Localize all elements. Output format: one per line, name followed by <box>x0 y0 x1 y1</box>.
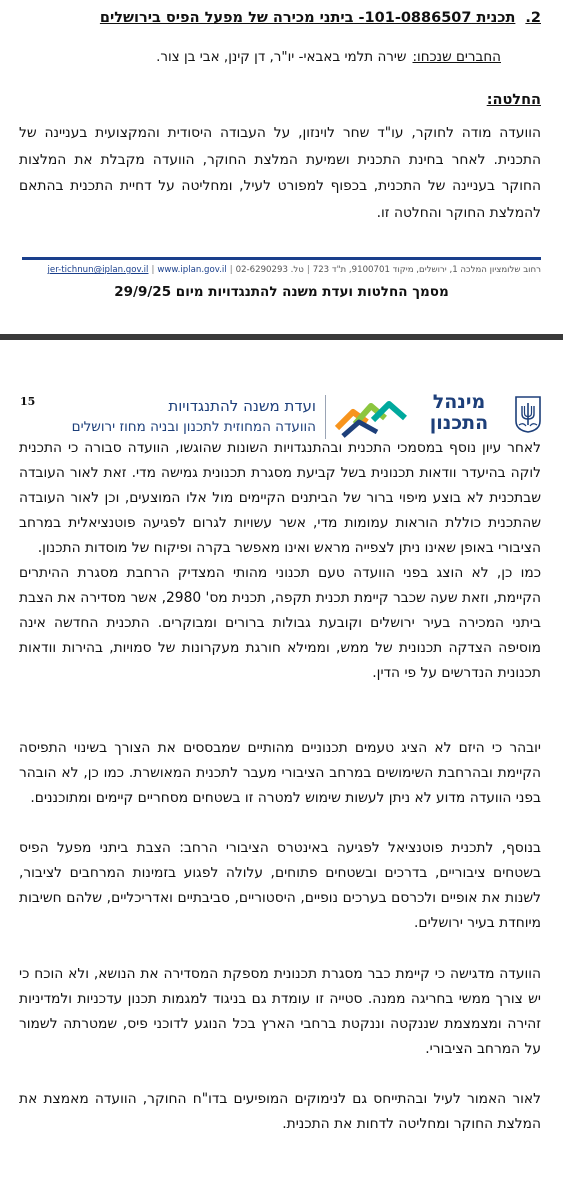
plan-title <box>21 10 541 26</box>
paragraph: בנוסף, לתכנית פוטנציאל לפגיעה באינטרס הציבורי הרחב: הצבת ביתני מפעל הפיס בשטחים ציבוריים, בדרכים ובשטחים פתוחים, עלולה לפגוע בזמינות המרחבים לציבור, לשנות את אופיים ולכרסם בערכים נופיים, היסטוריים, סביבתיים ואדריכליים, שלהם חשיבות מיוחדת בעיר ירושלים. <box>19 840 541 931</box>
planning-chevrons-icon <box>333 398 409 440</box>
planning-logo-line2: התכנון <box>429 412 489 434</box>
decision-text: הוועדה מודה לחוקר, עו"ד שחר לוינזון, על העבודה היסודית והמקצועית בעניינה של התכנית. לאחר בחינת התכנית ושמיעת המלצת החוקר, הוועדה מקבלת את המלצות החוקר בעניינה של התכנית, בכפוף למפורט לעיל, ומחליטה על דחיית התכנית בהתאם להמלצת החוקר והחלטה זו. <box>19 125 541 221</box>
planning-logo-text <box>413 392 505 434</box>
members-label: החברים שנכחו: <box>412 49 501 65</box>
members-value: שירה תלמי באבאי- יו"ר, דן קינן, אבי בן צור. <box>156 49 407 65</box>
paragraph: יובהר כי היזם לא הציג טעמים תכנוניים מהותיים שמבססים את הצורך בשינוי התפיסה הקיימת ובהרחבת השימושים במרחב הציבורי מעבר לתכנית המאושרת. כמו כן, לא הובהר בפני הוועדה מדוע לא ניתן לעשות שימוש למטרה זו בשטחים מסחריים קיימים ומתוכננים. <box>19 740 541 806</box>
paragraph: כמו כן, לא הוצג בפני הוועדה טעם תכנוני מהותי המצדיק הרחבת מסגרת ההיתרים הקיימת, וזאת שעה שכבר קיימת תכנית תקפה, תכנית מס' 2980, אשר מסדירה את הצבת ביתני המכירה בעיר ירושלים וקובעת גבולות ברורים ומבוקרים. התכנית החדשה אינה מוסיפה הצדקה תכנונית של ממש, וממילא חורגת מעקרונות של סמויות, בהירות וודאות תכנונית הנדרשים על פי הדין. <box>19 565 541 681</box>
document-summary-line: מסמך החלטות ועדת משנה להתנגדויות מיום 29/9/25 <box>114 284 449 300</box>
committee-name: ועדת משנה להתנגדויות <box>168 397 316 415</box>
members-present <box>21 49 501 65</box>
state-emblem-icon <box>513 395 543 433</box>
letterhead-divider <box>325 395 326 439</box>
document-page-2 <box>0 340 563 1200</box>
plan-item-number: 2. <box>525 10 541 26</box>
footer-address: רחוב שלומציון המלכה 1, ירושלים, מיקוד 9100701, ת"ד 723 <box>312 265 541 275</box>
district-committee-name: הוועדה המחוזית לתכנון ובניה מחוז ירושלים <box>71 419 316 435</box>
page-number: 15 <box>20 395 36 408</box>
paragraph: הוועדה מדגישה כי קיימת כבר מסגרת תכנונית מספקת המסדירה את הנושא, ולא הוכח כי יש צורך ממשי בחריגה ממנה. סטייה זו עומדת גם בניגוד למגמות תכנון עדכניות ולמדיניות זהירה ומצמצמת שננקטה וננקטת ברחבי הארץ בכל הנוגע לדוכני פיס, שמטרתה לשמור על המרחב הציבורי. <box>19 966 541 1057</box>
footer-contact: רחוב שלומציון המלכה 1, ירושלים, מיקוד 9100701, ת"ד 723|טל. 02-6290293|jer-tichnun@iplan.gov.il | www.iplan.gov.il <box>47 265 541 275</box>
document-page-1 <box>0 0 563 310</box>
planning-logo-line1: מינהל <box>432 391 486 413</box>
letterhead <box>0 340 563 450</box>
footer-divider <box>22 257 541 260</box>
decision-heading: החלטה: <box>486 92 541 108</box>
paragraph: לאור האמור לעיל ובהתייחס גם לנימוקים המופיעים בדו"ח החוקר, הוועדה מאמצת את המלצת החוקר ומחליטה לדחות את התכנית. <box>19 1091 541 1132</box>
footer-phone: טל. 02-6290293 <box>235 265 304 275</box>
paragraph: לאחר עיון נוסף במסמכי התכנית ובהתנגדויות השונות שהוגשו, הוועדה סבורה כי התכנית לוקה בהיעדר וודאות תכנונית בשל קביעת מסגרת תכנונית גמישה מדי. זאת לאור העובדה שבתכנית לא בוצע מיפוי ברור של הביתנים הקיימים מול אלו המוצעים, וכן לאור העובדה שהתכנית כוללת הוראות עמומות מדי, אשר עשויות לגרום לפגיעה פוטנציאלית במרחב הציבורי באופן שאינו ניתן לצפייה מראש ואינו מאפשר בקרה ופיקוח של מוסדות התכנון. <box>19 440 541 556</box>
plan-title-text: תכנית 101-0886507- ביתני מכירה של מפעל הפיס בירושלים <box>99 10 516 26</box>
footer-email-link[interactable]: jer-tichnun@iplan.gov.il <box>47 265 149 275</box>
footer-website-link[interactable]: www.iplan.gov.il <box>157 265 227 275</box>
